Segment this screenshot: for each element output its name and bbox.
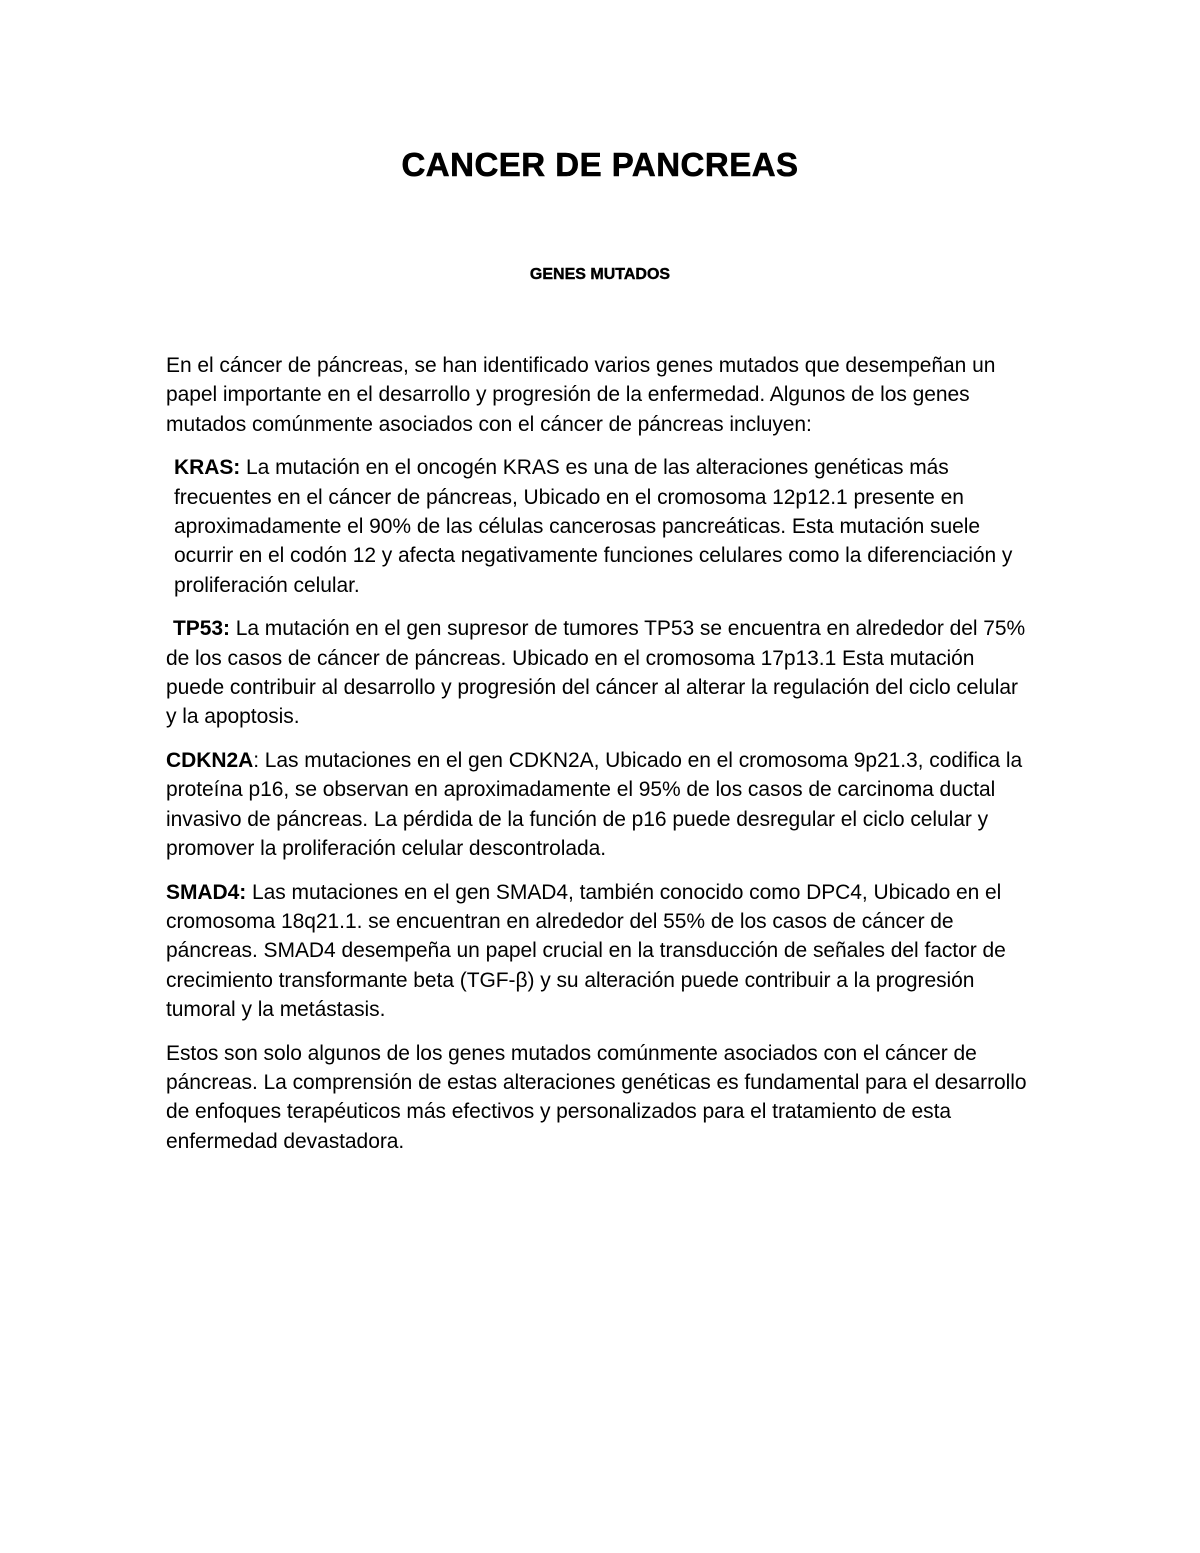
section-heading: GENES MUTADOS bbox=[529, 266, 671, 283]
gene-name-tp53: TP53: bbox=[173, 617, 230, 641]
gene-text-smad4: Las mutaciones en el gen SMAD4, también conocido como DPC4, Ubicado en el cromosoma 18q21.1. se encuentran en alrededor del 55% de los casos de cáncer de páncreas. SMAD4 desempeña un papel crucial en la transducción de señales del factor de crecimiento transformante beta (TGF-β) y su alteración puede contribuir a la progresión tumoral y la metástasis. bbox=[166, 880, 1006, 1022]
gene-paragraph-kras bbox=[166, 453, 1034, 600]
intro-paragraph: En el cáncer de páncreas, se han identificado varios genes mutados que desempeñan un papel importante en el desarrollo y progresión de la enfermedad. Algunos de los genes mutados comúnmente asociados con el cáncer de páncreas incluyen: bbox=[166, 354, 996, 436]
gene-paragraph-tp53 bbox=[166, 614, 1034, 732]
document-body bbox=[166, 351, 1034, 1170]
gene-text-tp53: La mutación en el gen supresor de tumores TP53 se encuentra en alrededor del 75% de los casos de cáncer de páncreas. Ubicado en el cromosoma 17p13.1 Esta mutación puede contribuir al desarrollo y progresión del cáncer al alterar la regulación del ciclo celular y la apoptosis. bbox=[166, 617, 1026, 729]
gene-paragraph-cdkn2a bbox=[166, 746, 1034, 864]
gene-text-kras: La mutación en el oncogén KRAS es una de las alteraciones genéticas más frecuentes en el cáncer de páncreas, Ubicado en el cromosoma 12p12.1 presente en aproximadamente el 90% de las células cancerosas pancreáticas. Esta mutación suele ocurrir en el codón 12 y afecta negativamente funciones celulares como la diferenciación y proliferación celular. bbox=[174, 456, 1013, 597]
gene-name-smad4: SMAD4: bbox=[166, 880, 247, 904]
gene-text-cdkn2a: : Las mutaciones en el gen CDKN2A, Ubicado en el cromosoma 9p21.3, codifica la proteína p16, se observan en aproximadamente el 95% de los casos de carcinoma ductal invasivo de páncreas. La pérdida de la función de p16 puede desregular el ciclo celular y promover la proliferación celular descontrolada. bbox=[166, 748, 1023, 861]
gene-name-kras: KRAS: bbox=[174, 456, 241, 480]
gene-name-cdkn2a: CDKN2A bbox=[166, 748, 254, 772]
conclusion-paragraph: Estos son solo algunos de los genes mutados comúnmente asociados con el cáncer de páncreas. La comprensión de estas alteraciones genéticas es fundamental para el desarrollo de enfoques terapéuticos más efectivos y personalizados para el tratamiento de esta enfermedad devastadora. bbox=[166, 1041, 1027, 1153]
gene-paragraph-smad4 bbox=[166, 878, 1034, 1025]
document-title: CANCER DE PANCREAS bbox=[401, 146, 799, 183]
